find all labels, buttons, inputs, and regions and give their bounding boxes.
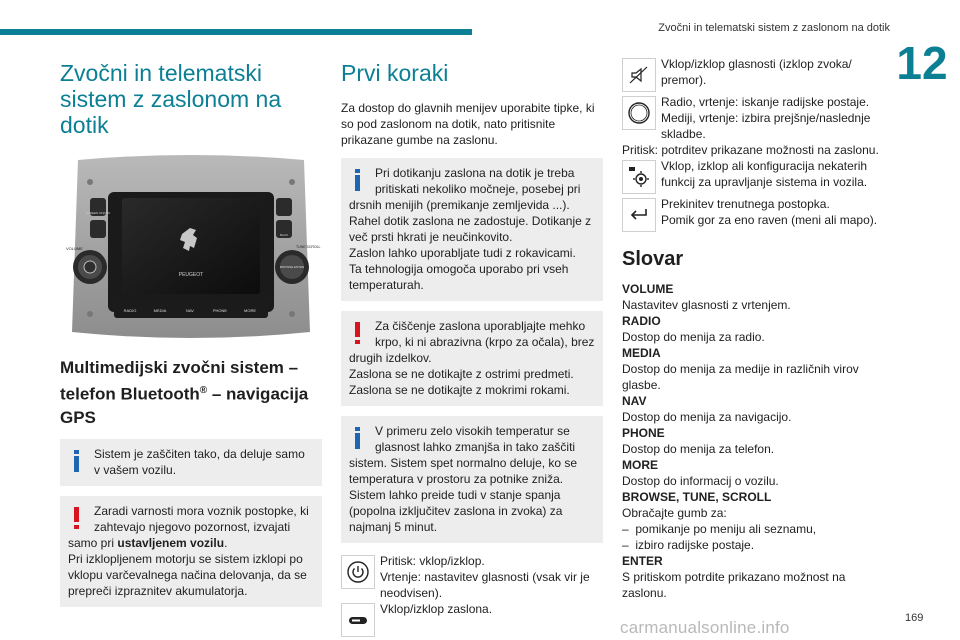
mute-speaker-icon — [622, 58, 656, 92]
list-item: – pomikanje po meniju ali seznamu, — [622, 522, 817, 536]
rotary-knob-icon — [622, 96, 656, 130]
svg-text:TUNE SCROLL: TUNE SCROLL — [296, 245, 321, 249]
svg-text:BROWSE ENTER: BROWSE ENTER — [279, 265, 305, 269]
column-2 — [341, 56, 603, 639]
svg-text:MEDIA: MEDIA — [153, 308, 167, 313]
info-note: Sistem je zaščiten tako, da deluje samo v vašem vozilu. — [60, 439, 322, 486]
page-number: 169 — [905, 612, 924, 624]
svg-text:MORE: MORE — [244, 308, 256, 313]
svg-text:RADIO: RADIO — [123, 308, 137, 313]
glossary-title: Slovar — [622, 248, 684, 270]
warning-note-cleaning: Za čiščenje zaslona uporabljajte mehko krpo, ki ni abrazivna (krpo za očala), brez drugih izdelkov. Zaslona se ne dotikajte z ostrimi predmeti. Zaslona se ne dotikajte z mokrimi rokami. — [341, 311, 603, 406]
column-3 — [622, 56, 884, 601]
glossary-entry: MEDIA Dostop do menija za medije in različnih virov glasbe. — [622, 346, 859, 392]
item-mute: Vklop/izklop glasnosti (izklop zvoka/ premor). — [622, 56, 884, 94]
glossary-entry: BROWSE, TUNE, SCROLL Obračajte gumb za: — [622, 490, 772, 520]
svg-text:PEUGEOT: PEUGEOT — [178, 272, 204, 278]
back-arrow-icon — [622, 198, 656, 232]
glossary-entry: VOLUME Nastavitev glasnosti z vrtenjem. — [622, 282, 791, 312]
chapter-number: 12 — [896, 37, 948, 89]
item-back: Prekinitev trenutnega postopka. Pomik gor za eno raven (meni ali mapo). — [622, 196, 884, 234]
glossary-entry: PHONE Dostop do menija za telefon. — [622, 426, 775, 456]
info-note-touch: Pri dotikanju zaslona na dotik je treba pritiskati nekoliko močneje, posebej pri drsnih menijih (premikanje zemljevida ...). Rahel dotik zaslona ne zadostuje. Dotikanje z več prsti hkrati je neučinkovito. Zaslon lahko uporabljate tudi z rokavicami. Ta tehnologija omogoča uporabo pri vseh temperaturah. — [341, 158, 603, 301]
screen-toggle-icon — [341, 603, 375, 637]
item-power-knob: Pritisk: vklop/izklop. Vrtenje: nastavitev glasnosti (vsak vir je neodvisen). — [341, 553, 603, 601]
glossary-entry: RADIO Dostop do menija za radio. — [622, 314, 765, 344]
info-icon — [349, 165, 371, 195]
info-icon — [68, 446, 90, 476]
radio-panel-illustration — [60, 152, 322, 342]
section-subtitle: Multimedijski zvočni sistem – telefon Bluetooth® – navigacija GPS — [60, 358, 309, 427]
info-icon — [349, 423, 371, 453]
running-header: Zvočni in telematski sistem z zaslonom na dotik — [658, 22, 890, 34]
warning-icon — [68, 503, 90, 533]
watermark: carmanualsonline.info — [620, 618, 790, 637]
item-settings: Vklop, izklop ali konfiguracija nekaterih funkcij za upravljanje sistema in vozila. — [622, 158, 884, 196]
glossary-list — [622, 281, 884, 601]
svg-text:SCREEN ON/OFF: SCREEN ON/OFF — [85, 211, 111, 215]
svg-text:VOLUME: VOLUME — [66, 246, 83, 251]
power-icon — [341, 555, 375, 589]
svg-text:BACK: BACK — [279, 233, 289, 237]
glossary-entry: ENTER S pritiskom potrdite prikazano možnost na zaslonu. — [622, 554, 846, 600]
page-title: Zvočni in telematski sistem z zaslonom na dotik — [60, 60, 282, 138]
intro-paragraph: Za dostop do glavnih menijev uporabite tipke, ki so pod zaslonom na dotik, nato pritisnite prikazane gumbe na zaslonu. — [341, 101, 595, 147]
svg-text:NAV: NAV — [186, 308, 194, 313]
glossary-entry: NAV Dostop do menija za navigacijo. — [622, 394, 792, 424]
list-item: – izbiro radijske postaje. — [622, 538, 755, 552]
svg-text:PHONE: PHONE — [212, 308, 228, 313]
item-screen-toggle: Vklop/izklop zaslona. — [341, 601, 603, 639]
glossary-entry: MORE Dostop do informacij o vozilu. — [622, 458, 779, 488]
item-rotary-knob: Radio, vrtenje: iskanje radijske postaje. Mediji, vrtenje: izbira prejšnje/naslednje skladbe. Pritisk: potrditev prikazane možnosti na zaslonu. — [622, 95, 879, 157]
settings-gear-icon — [622, 160, 656, 194]
top-accent-bar — [0, 29, 472, 35]
section-title-first-steps: Prvi koraki — [341, 60, 449, 86]
warning-icon — [349, 318, 371, 348]
info-note-temperature: V primeru zelo visokih temperatur se glasnost lahko zmanjša in tako zaščiti sistem. Sistem spet normalno deluje, ko se temperatura v prostoru za potnike zniža. Sistem lahko preide tudi v stanje spanja (popolna izključitev zaslona in zvoka) za najmanj 5 minut. — [341, 416, 603, 543]
column-1 — [60, 56, 322, 607]
warning-note: Zaradi varnosti mora voznik postopke, ki zahtevajo njegovo pozornost, izvajati samo pri ustavljenem vozilu. Pri izklopljenem motorju se sistem izklopi po vklopu varčevalnega načina delovanja, da se prepreči izpraznitev akumulatorja. — [60, 496, 322, 607]
radio-panel-image — [60, 152, 322, 342]
